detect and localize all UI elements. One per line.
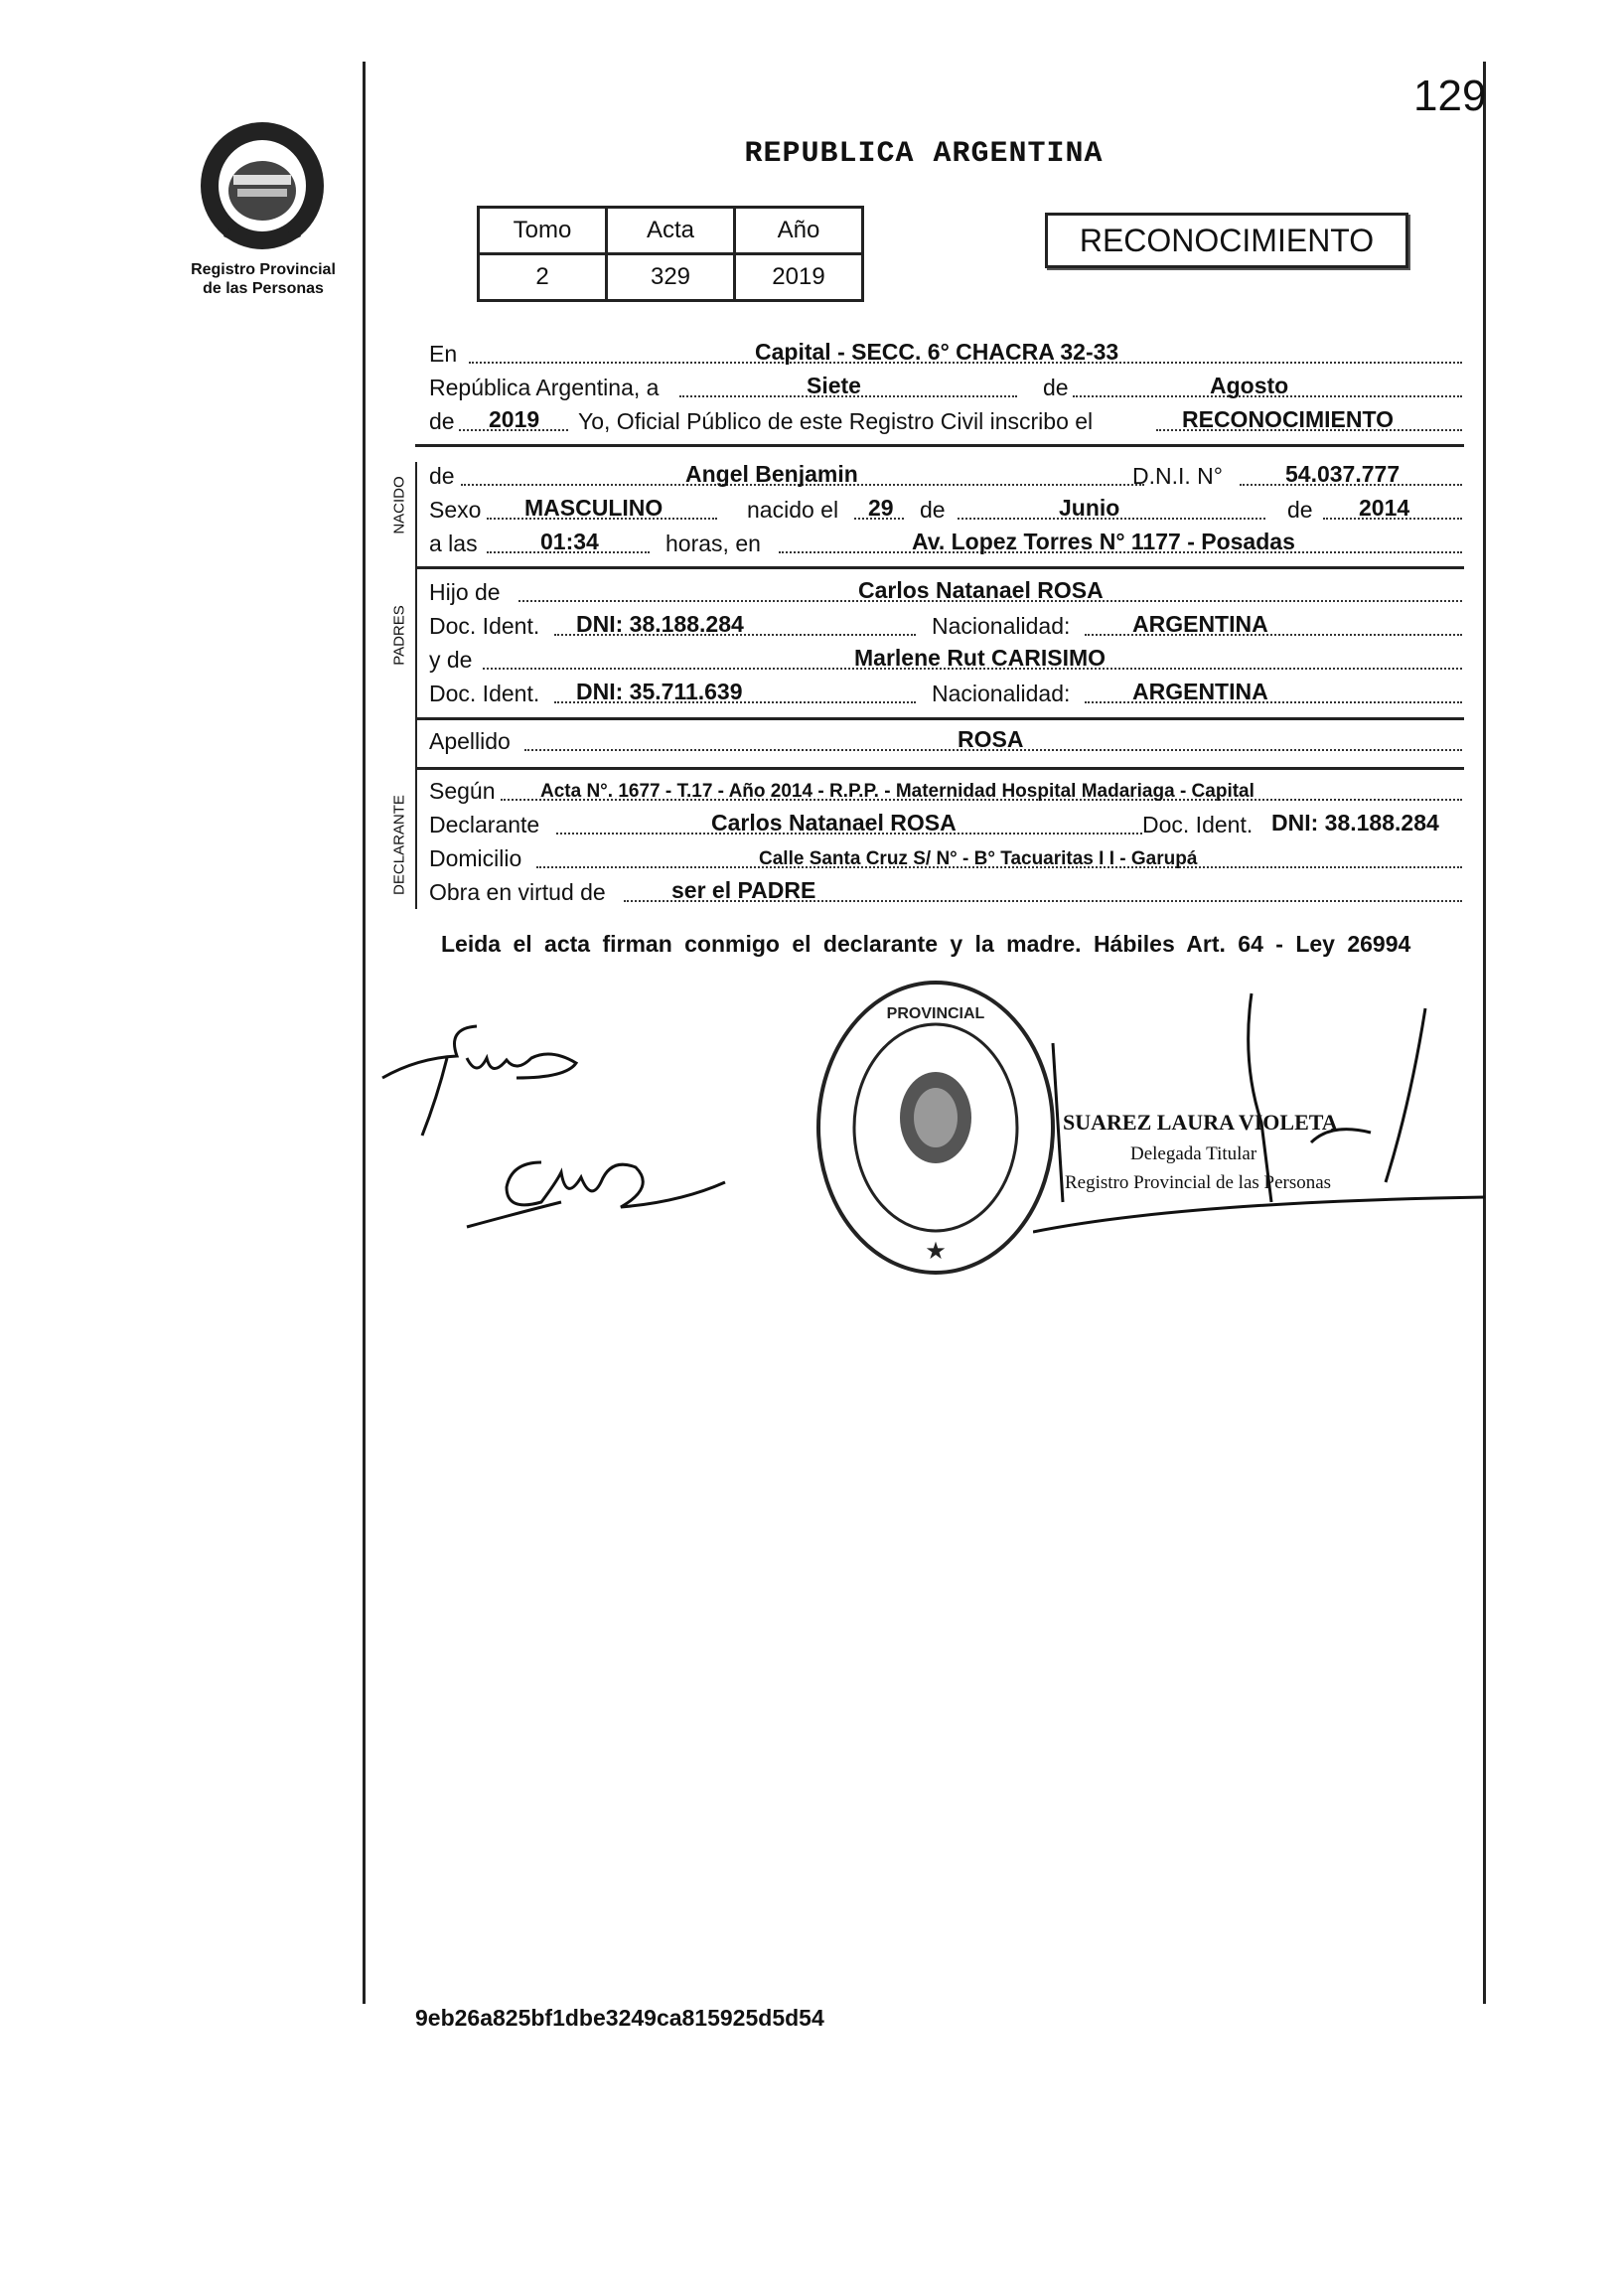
madre-nac-label: Nacionalidad: xyxy=(932,681,1071,706)
row-de-anio xyxy=(429,405,1462,437)
row-domicilio xyxy=(429,842,1462,874)
divider-2 xyxy=(415,566,1464,569)
official-org: Registro Provincial de las Personas xyxy=(1065,1172,1332,1193)
tomo-value: 2 xyxy=(479,254,607,301)
inner-margin-line xyxy=(415,462,417,909)
padre-value: Carlos Natanael ROSA xyxy=(858,577,1104,603)
declarante-label: Declarante xyxy=(429,812,540,837)
dia-value: Siete xyxy=(807,373,861,398)
lugar-value: Capital - SECC. 6° CHACRA 32-33 xyxy=(755,339,1119,365)
org-label-line2: de las Personas xyxy=(203,280,324,297)
row-hora xyxy=(429,528,1462,559)
anio-header: Año xyxy=(735,208,863,254)
row-segun xyxy=(429,775,1462,807)
nacido-mes-value: Junio xyxy=(1059,495,1120,521)
hijo-de-label: Hijo de xyxy=(429,579,501,605)
nacido-el-label: nacido el xyxy=(747,497,839,523)
acto-value: RECONOCIMIENTO xyxy=(1182,406,1394,432)
official-name: SUAREZ LAURA VIOLETA xyxy=(1063,1110,1338,1135)
official-role: Delegada Titular xyxy=(1130,1143,1257,1164)
row-madre-doc xyxy=(429,678,1462,709)
tomo-header: Tomo xyxy=(479,208,607,254)
apellido-label: Apellido xyxy=(429,728,511,754)
en-label: En xyxy=(429,341,458,367)
page-number: 129 xyxy=(1413,72,1487,120)
hora-value: 01:34 xyxy=(540,529,599,554)
document-title: REPUBLICA ARGENTINA xyxy=(744,137,1104,171)
mother-signature xyxy=(462,1133,730,1242)
official-stamp xyxy=(814,979,1058,1277)
row-obra xyxy=(429,876,1462,908)
de-label-4: de xyxy=(920,497,946,523)
a-las-label: a las xyxy=(429,531,478,556)
row-sexo xyxy=(429,494,1462,526)
svg-text:★: ★ xyxy=(925,1238,947,1265)
svg-text:PROVINCIAL: PROVINCIAL xyxy=(886,1005,985,1022)
side-label-padres: PADRES xyxy=(390,605,408,666)
dni-value: 54.037.777 xyxy=(1285,461,1401,487)
declarant-signature xyxy=(377,1018,596,1138)
madre-doc-value: DNI: 35.711.639 xyxy=(576,679,743,704)
acta-value: 329 xyxy=(607,254,735,301)
sexo-label: Sexo xyxy=(429,497,482,523)
anio-value: 2019 xyxy=(489,406,540,432)
declarante-doc-value: DNI: 38.188.284 xyxy=(1271,810,1439,836)
closing-statement: Leida el acta firman conmigo el declarante y la madre. Hábiles Art. 64 - Ley 26994 xyxy=(441,931,1411,957)
madre-nac-value: ARGENTINA xyxy=(1132,679,1268,704)
nombre-value: Angel Benjamin xyxy=(685,461,858,487)
declarante-value: Carlos Natanael ROSA xyxy=(711,810,957,836)
declarante-doc-label: Doc. Ident. xyxy=(1142,812,1254,837)
row-nombre xyxy=(429,460,1462,492)
segun-label: Según xyxy=(429,778,496,804)
nacido-lugar-value: Av. Lopez Torres N° 1177 - Posadas xyxy=(912,529,1295,554)
republica-label: República Argentina, a xyxy=(429,375,660,400)
madre-value: Marlene Rut CARISIMO xyxy=(854,645,1107,671)
obra-value: ser el PADRE xyxy=(671,877,816,903)
segun-value: Acta N°. 1677 - T.17 - Año 2014 - R.P.P. - Maternidad Hospital Madariaga - Capital xyxy=(540,781,1255,802)
apellido-value: ROSA xyxy=(958,726,1024,752)
row-madre xyxy=(429,644,1462,676)
obra-label: Obra en virtud de xyxy=(429,879,606,905)
anio-value: 2019 xyxy=(735,254,863,301)
padre-nac-value: ARGENTINA xyxy=(1132,611,1268,637)
divider-1 xyxy=(415,444,1464,447)
document-hash: 9eb26a825bf1dbe3249ca815925d5d54 xyxy=(415,2005,824,2031)
tomo-acta-table xyxy=(477,206,864,302)
sexo-value: MASCULINO xyxy=(524,495,664,521)
row-declarante xyxy=(429,809,1462,840)
domicilio-label: Domicilio xyxy=(429,845,522,871)
de-label: de xyxy=(1043,375,1069,400)
divider-4 xyxy=(415,767,1464,770)
de-label-2: de xyxy=(429,408,455,434)
org-label-line1: Registro Provincial xyxy=(191,261,336,278)
row-padre-doc xyxy=(429,610,1462,642)
de-label-5: de xyxy=(1287,497,1313,523)
de-label-3: de xyxy=(429,463,455,489)
madre-doc-label: Doc. Ident. xyxy=(429,681,540,706)
nacido-dia-value: 29 xyxy=(868,495,894,521)
side-label-declarante: DECLARANTE xyxy=(390,795,408,895)
domicilio-value: Calle Santa Cruz S/ N° - B° Tacuaritas I I - Garupá xyxy=(759,848,1198,869)
horas-en-label: horas, en xyxy=(665,531,761,556)
row-padre xyxy=(429,576,1462,608)
padre-doc-value: DNI: 38.188.284 xyxy=(576,611,744,637)
y-de-label: y de xyxy=(429,647,473,673)
row-en xyxy=(429,338,1462,370)
nacido-anio-value: 2014 xyxy=(1359,495,1410,521)
row-republica xyxy=(429,372,1462,403)
left-margin-line xyxy=(363,62,366,2004)
org-label xyxy=(159,260,368,298)
divider-3 xyxy=(415,717,1464,720)
act-type-box: RECONOCIMIENTO xyxy=(1045,213,1408,268)
side-label-nacido: NACIDO xyxy=(390,476,408,534)
yo-text: Yo, Oficial Público de este Registro Civil inscribo el xyxy=(578,408,1094,434)
row-apellido xyxy=(429,725,1462,757)
padre-nac-label: Nacionalidad: xyxy=(932,613,1071,639)
acta-header: Acta xyxy=(607,208,735,254)
mes-value: Agosto xyxy=(1210,373,1289,398)
dni-label: D.N.I. N° xyxy=(1132,463,1223,489)
padre-doc-label: Doc. Ident. xyxy=(429,613,540,639)
